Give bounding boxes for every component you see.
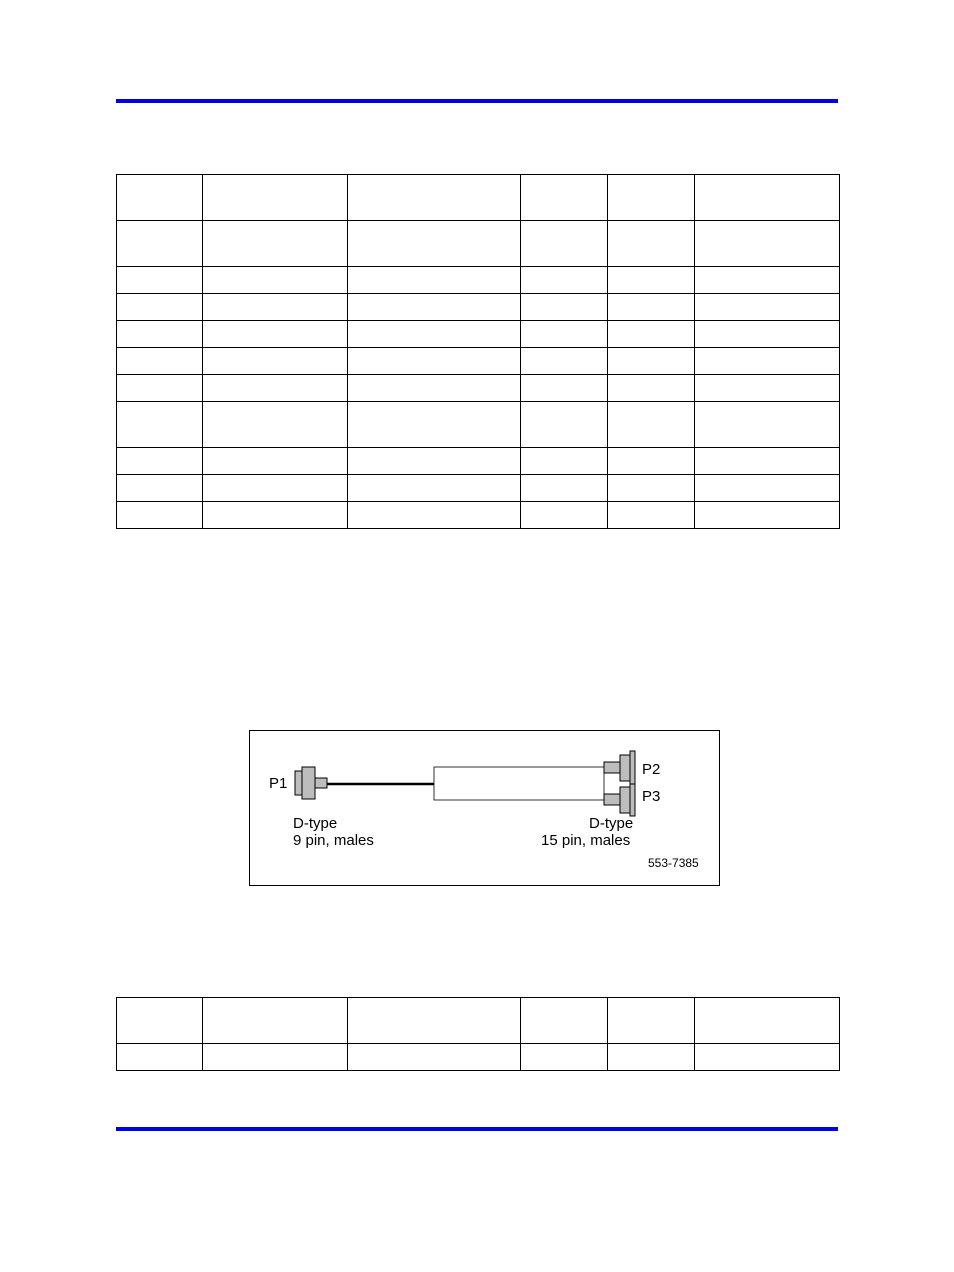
table-cell [521,267,608,294]
table-cell [521,998,608,1044]
table-cell [608,502,695,529]
table-cell [203,502,348,529]
table-cell [348,375,521,402]
split-cable [434,767,604,800]
table-row [117,221,840,267]
table-cell [608,267,695,294]
top-table [116,174,840,529]
table-row [117,348,840,375]
table-cell [348,348,521,375]
p3-label: P3 [642,788,661,805]
table-cell [203,402,348,448]
table-cell [608,321,695,348]
table-row [117,267,840,294]
table-cell [521,294,608,321]
bottom-table [116,997,840,1071]
table-row [117,448,840,475]
table-cell [203,998,348,1044]
table-cell [203,267,348,294]
left-connector-desc: 9 pin, males [293,832,374,849]
table-cell [117,502,203,529]
table-cell [117,475,203,502]
table-row [117,502,840,529]
table-cell [695,348,840,375]
table-cell [348,294,521,321]
p3-connector-icon [604,784,635,816]
table-cell [695,475,840,502]
right-connector-desc: 15 pin, males [541,832,631,849]
table-cell [521,1044,608,1071]
table-cell [608,375,695,402]
table-cell [117,448,203,475]
table-cell [521,475,608,502]
left-connector-type: D-type [293,815,338,832]
table-cell [117,375,203,402]
table-row [117,375,840,402]
p2-label: P2 [642,761,661,778]
table-cell [521,375,608,402]
table-cell [348,998,521,1044]
table-cell [608,294,695,321]
p1-connector-icon [295,767,327,799]
table-cell [117,1044,203,1071]
p1-label: P1 [269,775,288,792]
table-cell [695,502,840,529]
table-cell [348,475,521,502]
table-cell [695,175,840,221]
table-cell [203,475,348,502]
table-cell [608,348,695,375]
table-cell [348,321,521,348]
p2-connector-icon [604,751,635,785]
table-cell [117,998,203,1044]
table-cell [117,321,203,348]
table-cell [695,998,840,1044]
table-cell [203,221,348,267]
table-cell [695,321,840,348]
table-cell [521,502,608,529]
table-cell [695,294,840,321]
table-cell [203,375,348,402]
table-cell [203,294,348,321]
table-cell [117,294,203,321]
table-cell [348,1044,521,1071]
table-cell [608,475,695,502]
table-cell [521,321,608,348]
table-cell [608,998,695,1044]
table-cell [608,1044,695,1071]
table-cell [203,1044,348,1071]
table-cell [348,402,521,448]
table-cell [348,175,521,221]
table-cell [608,221,695,267]
table-cell [117,348,203,375]
table-header-row [117,998,840,1044]
table-cell [203,448,348,475]
table-cell [348,267,521,294]
table-cell [348,221,521,267]
table-cell [203,348,348,375]
table-cell [117,402,203,448]
table-cell [695,221,840,267]
footer-rule [116,1127,838,1131]
header-rule [116,99,838,103]
table-cell [348,502,521,529]
table-cell [117,175,203,221]
table-cell [695,402,840,448]
table-cell [521,348,608,375]
table-cell [608,175,695,221]
table-row [117,321,840,348]
table-cell [608,402,695,448]
table-cell [695,448,840,475]
table-row [117,402,840,448]
table-cell [348,448,521,475]
table-cell [695,267,840,294]
table-cell [203,175,348,221]
table-row [117,475,840,502]
right-connector-type: D-type [589,815,634,832]
table-cell [521,448,608,475]
table-cell [608,448,695,475]
table-header-row [117,175,840,221]
table-cell [521,175,608,221]
table-cell [521,221,608,267]
table-cell [695,1044,840,1071]
table-cell [117,267,203,294]
table-cell [695,375,840,402]
table-row [117,294,840,321]
table-cell [117,221,203,267]
cable-diagram [249,730,720,886]
table-cell [203,321,348,348]
table-row [117,1044,840,1071]
figure-code: 553-7385 [648,856,699,870]
table-cell [521,402,608,448]
